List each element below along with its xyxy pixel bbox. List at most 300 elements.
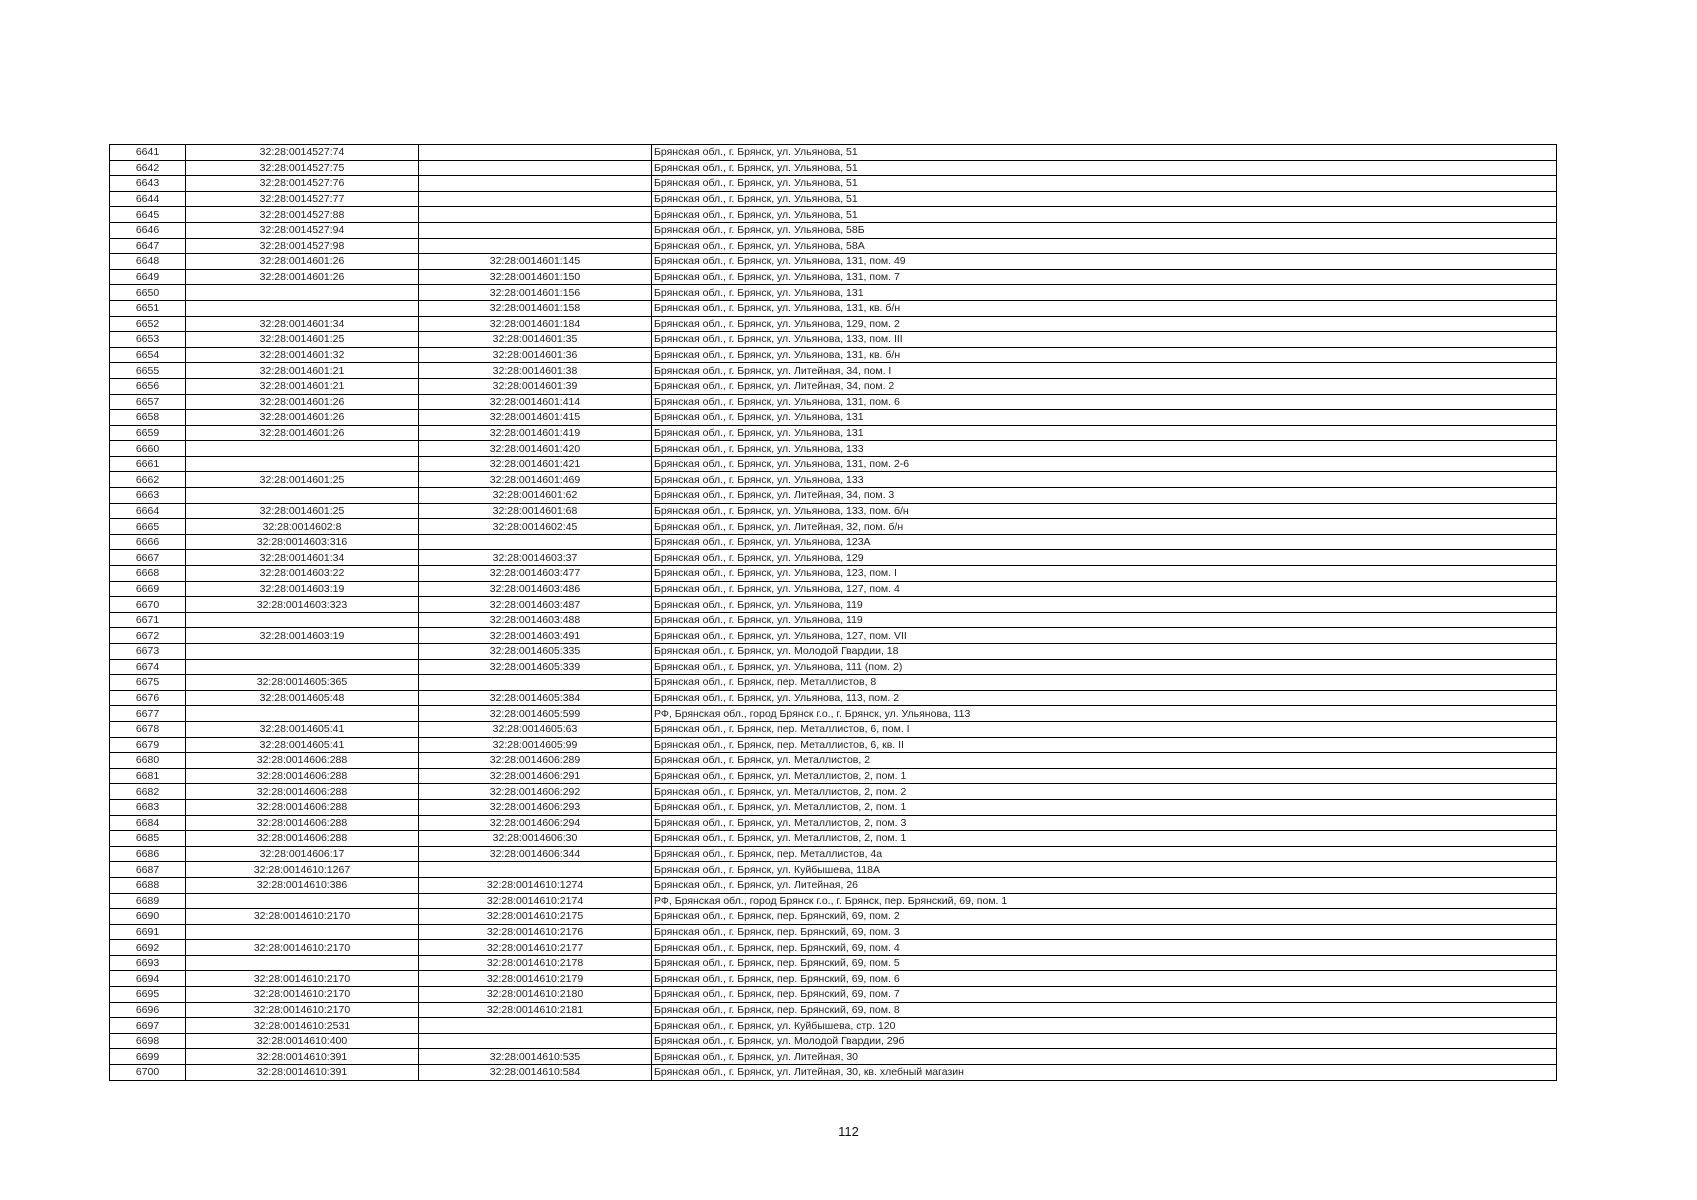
table-row (110, 987, 1557, 1003)
row-number-cell: 6684 (110, 815, 186, 831)
table-row (110, 503, 1557, 519)
address-cell: Брянская обл., г. Брянск, ул. Литейная, 34, пом. 2 (652, 378, 1557, 394)
table-row (110, 628, 1557, 644)
object-cadastral-number-cell: 32:28:0014606:292 (419, 784, 652, 800)
table-row (110, 831, 1557, 847)
object-cadastral-number-cell: 32:28:0014601:36 (419, 347, 652, 363)
object-cadastral-number-cell: 32:28:0014610:584 (419, 1065, 652, 1081)
table-row (110, 238, 1557, 254)
address-cell: Брянская обл., г. Брянск, пер. Брянский, 69, пом. 3 (652, 924, 1557, 940)
address-cell: Брянская обл., г. Брянск, ул. Ульянова, 58А (652, 238, 1557, 254)
table-row (110, 768, 1557, 784)
object-cadastral-number-cell: 32:28:0014602:45 (419, 519, 652, 535)
row-number-cell: 6672 (110, 628, 186, 644)
address-cell: Брянская обл., г. Брянск, ул. Ульянова, 127, пом. VII (652, 628, 1557, 644)
address-cell: Брянская обл., г. Брянск, ул. Ульянова, 131, пом. 49 (652, 254, 1557, 270)
table-row (110, 846, 1557, 862)
object-cadastral-number-cell: 32:28:0014603:37 (419, 550, 652, 566)
address-cell: Брянская обл., г. Брянск, ул. Ульянова, 133, пом. III (652, 332, 1557, 348)
table-row (110, 472, 1557, 488)
object-cadastral-number-cell (419, 160, 652, 176)
address-cell: Брянская обл., г. Брянск, пер. Брянский, 69, пом. 6 (652, 971, 1557, 987)
address-cell: Брянская обл., г. Брянск, ул. Ульянова, 133, пом. б/н (652, 503, 1557, 519)
object-cadastral-number-cell (419, 862, 652, 878)
land-cadastral-number-cell: 32:28:0014603:19 (186, 628, 419, 644)
address-cell: Брянская обл., г. Брянск, ул. Ульянова, 111 (пом. 2) (652, 659, 1557, 675)
land-cadastral-number-cell: 32:28:0014601:34 (186, 550, 419, 566)
row-number-cell: 6662 (110, 472, 186, 488)
land-cadastral-number-cell: 32:28:0014603:316 (186, 534, 419, 550)
object-cadastral-number-cell (419, 1018, 652, 1034)
table-row (110, 145, 1557, 161)
object-cadastral-number-cell: 32:28:0014605:335 (419, 644, 652, 660)
address-cell: Брянская обл., г. Брянск, ул. Ульянова, 131, кв. б/н (652, 347, 1557, 363)
address-cell: Брянская обл., г. Брянск, ул. Литейная, 30 (652, 1049, 1557, 1065)
object-cadastral-number-cell: 32:28:0014601:35 (419, 332, 652, 348)
row-number-cell: 6691 (110, 924, 186, 940)
object-cadastral-number-cell: 32:28:0014601:158 (419, 300, 652, 316)
table-row (110, 254, 1557, 270)
land-cadastral-number-cell: 32:28:0014610:2170 (186, 1002, 419, 1018)
table-row (110, 410, 1557, 426)
address-cell: Брянская обл., г. Брянск, ул. Ульянова, 119 (652, 597, 1557, 613)
land-cadastral-number-cell: 32:28:0014610:400 (186, 1033, 419, 1049)
address-cell: Брянская обл., г. Брянск, ул. Ульянова, 58Б (652, 222, 1557, 238)
land-cadastral-number-cell: 32:28:0014606:288 (186, 753, 419, 769)
row-number-cell: 6667 (110, 550, 186, 566)
object-cadastral-number-cell (419, 176, 652, 192)
object-cadastral-number-cell: 32:28:0014601:420 (419, 441, 652, 457)
land-cadastral-number-cell: 32:28:0014602:8 (186, 519, 419, 535)
row-number-cell: 6698 (110, 1033, 186, 1049)
land-cadastral-number-cell: 32:28:0014610:2170 (186, 971, 419, 987)
object-cadastral-number-cell: 32:28:0014601:145 (419, 254, 652, 270)
row-number-cell: 6660 (110, 441, 186, 457)
land-cadastral-number-cell: 32:28:0014606:288 (186, 784, 419, 800)
row-number-cell: 6654 (110, 347, 186, 363)
address-cell: Брянская обл., г. Брянск, пер. Брянский, 69, пом. 7 (652, 987, 1557, 1003)
table-row (110, 893, 1557, 909)
land-cadastral-number-cell: 32:28:0014527:76 (186, 176, 419, 192)
address-cell: Брянская обл., г. Брянск, ул. Молодой Гвардии, 18 (652, 644, 1557, 660)
table-row (110, 690, 1557, 706)
row-number-cell: 6663 (110, 488, 186, 504)
land-cadastral-number-cell: 32:28:0014603:22 (186, 566, 419, 582)
land-cadastral-number-cell (186, 706, 419, 722)
row-number-cell: 6680 (110, 753, 186, 769)
table-row (110, 566, 1557, 582)
row-number-cell: 6681 (110, 768, 186, 784)
table-row (110, 332, 1557, 348)
land-cadastral-number-cell (186, 456, 419, 472)
row-number-cell: 6656 (110, 378, 186, 394)
object-cadastral-number-cell: 32:28:0014605:599 (419, 706, 652, 722)
row-number-cell: 6649 (110, 269, 186, 285)
object-cadastral-number-cell: 32:28:0014605:384 (419, 690, 652, 706)
object-cadastral-number-cell: 32:28:0014606:294 (419, 815, 652, 831)
table-row (110, 721, 1557, 737)
land-cadastral-number-cell: 32:28:0014606:288 (186, 831, 419, 847)
table-row (110, 378, 1557, 394)
row-number-cell: 6645 (110, 207, 186, 223)
row-number-cell: 6683 (110, 799, 186, 815)
object-cadastral-number-cell: 32:28:0014610:2180 (419, 987, 652, 1003)
land-cadastral-number-cell: 32:28:0014601:25 (186, 503, 419, 519)
object-cadastral-number-cell: 32:28:0014605:339 (419, 659, 652, 675)
object-cadastral-number-cell (419, 207, 652, 223)
table-row (110, 955, 1557, 971)
registry-table-body (110, 145, 1557, 1081)
document-sheet (109, 144, 1557, 1081)
row-number-cell: 6682 (110, 784, 186, 800)
address-cell: Брянская обл., г. Брянск, пер. Металлистов, 6, кв. II (652, 737, 1557, 753)
land-cadastral-number-cell: 32:28:0014606:288 (186, 768, 419, 784)
address-cell: Брянская обл., г. Брянск, ул. Куйбышева, стр. 120 (652, 1018, 1557, 1034)
table-row (110, 737, 1557, 753)
object-cadastral-number-cell: 32:28:0014601:421 (419, 456, 652, 472)
row-number-cell: 6657 (110, 394, 186, 410)
row-number-cell: 6690 (110, 909, 186, 925)
address-cell: Брянская обл., г. Брянск, ул. Ульянова, 51 (652, 145, 1557, 161)
land-cadastral-number-cell: 32:28:0014601:26 (186, 269, 419, 285)
land-cadastral-number-cell: 32:28:0014605:365 (186, 675, 419, 691)
address-cell: Брянская обл., г. Брянск, ул. Металлистов, 2, пом. 1 (652, 831, 1557, 847)
land-cadastral-number-cell: 32:28:0014527:98 (186, 238, 419, 254)
row-number-cell: 6679 (110, 737, 186, 753)
table-row (110, 534, 1557, 550)
table-row (110, 191, 1557, 207)
row-number-cell: 6652 (110, 316, 186, 332)
object-cadastral-number-cell: 32:28:0014610:2179 (419, 971, 652, 987)
address-cell: Брянская обл., г. Брянск, ул. Ульянова, 51 (652, 176, 1557, 192)
land-cadastral-number-cell (186, 488, 419, 504)
address-cell: РФ, Брянская обл., город Брянск г.о., г. Брянск, пер. Брянский, 69, пом. 1 (652, 893, 1557, 909)
address-cell: Брянская обл., г. Брянск, ул. Ульянова, 123, пом. I (652, 566, 1557, 582)
land-cadastral-number-cell: 32:28:0014606:288 (186, 815, 419, 831)
address-cell: Брянская обл., г. Брянск, ул. Металлистов, 2, пом. 1 (652, 799, 1557, 815)
address-cell: Брянская обл., г. Брянск, пер. Металлистов, 8 (652, 675, 1557, 691)
table-row (110, 269, 1557, 285)
table-row (110, 1033, 1557, 1049)
row-number-cell: 6659 (110, 425, 186, 441)
land-cadastral-number-cell: 32:28:0014601:25 (186, 332, 419, 348)
address-cell: Брянская обл., г. Брянск, ул. Ульянова, 131 (652, 425, 1557, 441)
row-number-cell: 6671 (110, 612, 186, 628)
table-row (110, 862, 1557, 878)
table-row (110, 394, 1557, 410)
address-cell: Брянская обл., г. Брянск, ул. Металлистов, 2, пом. 2 (652, 784, 1557, 800)
table-row (110, 456, 1557, 472)
object-cadastral-number-cell: 32:28:0014610:2176 (419, 924, 652, 940)
table-row (110, 347, 1557, 363)
address-cell: Брянская обл., г. Брянск, ул. Ульянова, 131, кв. б/н (652, 300, 1557, 316)
table-row (110, 675, 1557, 691)
registry-table (109, 144, 1557, 1081)
object-cadastral-number-cell (419, 675, 652, 691)
land-cadastral-number-cell: 32:28:0014527:94 (186, 222, 419, 238)
address-cell: Брянская обл., г. Брянск, ул. Ульянова, 131 (652, 285, 1557, 301)
object-cadastral-number-cell: 32:28:0014603:488 (419, 612, 652, 628)
table-row (110, 425, 1557, 441)
address-cell: Брянская обл., г. Брянск, пер. Брянский, 69, пом. 4 (652, 940, 1557, 956)
land-cadastral-number-cell: 32:28:0014610:2170 (186, 909, 419, 925)
address-cell: Брянская обл., г. Брянск, ул. Ульянова, 131 (652, 410, 1557, 426)
row-number-cell: 6644 (110, 191, 186, 207)
address-cell: Брянская обл., г. Брянск, ул. Металлистов, 2 (652, 753, 1557, 769)
object-cadastral-number-cell: 32:28:0014605:99 (419, 737, 652, 753)
land-cadastral-number-cell: 32:28:0014601:26 (186, 425, 419, 441)
table-row (110, 207, 1557, 223)
object-cadastral-number-cell: 32:28:0014606:30 (419, 831, 652, 847)
row-number-cell: 6643 (110, 176, 186, 192)
table-row (110, 1002, 1557, 1018)
object-cadastral-number-cell: 32:28:0014605:63 (419, 721, 652, 737)
land-cadastral-number-cell (186, 893, 419, 909)
table-row (110, 160, 1557, 176)
table-row (110, 597, 1557, 613)
row-number-cell: 6646 (110, 222, 186, 238)
address-cell: Брянская обл., г. Брянск, ул. Ульянова, 131, пом. 6 (652, 394, 1557, 410)
row-number-cell: 6699 (110, 1049, 186, 1065)
table-row (110, 300, 1557, 316)
land-cadastral-number-cell: 32:28:0014610:391 (186, 1049, 419, 1065)
table-row (110, 659, 1557, 675)
land-cadastral-number-cell: 32:28:0014603:323 (186, 597, 419, 613)
table-row (110, 550, 1557, 566)
row-number-cell: 6651 (110, 300, 186, 316)
row-number-cell: 6676 (110, 690, 186, 706)
object-cadastral-number-cell: 32:28:0014606:344 (419, 846, 652, 862)
table-row (110, 799, 1557, 815)
table-row (110, 815, 1557, 831)
object-cadastral-number-cell: 32:28:0014606:289 (419, 753, 652, 769)
land-cadastral-number-cell (186, 659, 419, 675)
row-number-cell: 6650 (110, 285, 186, 301)
address-cell: Брянская обл., г. Брянск, пер. Брянский, 69, пом. 2 (652, 909, 1557, 925)
row-number-cell: 6655 (110, 363, 186, 379)
object-cadastral-number-cell: 32:28:0014603:491 (419, 628, 652, 644)
address-cell: Брянская обл., г. Брянск, ул. Ульянова, 51 (652, 191, 1557, 207)
table-row (110, 1065, 1557, 1081)
object-cadastral-number-cell: 32:28:0014603:487 (419, 597, 652, 613)
object-cadastral-number-cell: 32:28:0014601:150 (419, 269, 652, 285)
address-cell: Брянская обл., г. Брянск, ул. Литейная, 26 (652, 877, 1557, 893)
land-cadastral-number-cell: 32:28:0014601:26 (186, 254, 419, 270)
row-number-cell: 6641 (110, 145, 186, 161)
object-cadastral-number-cell: 32:28:0014610:2175 (419, 909, 652, 925)
land-cadastral-number-cell: 32:28:0014601:21 (186, 378, 419, 394)
address-cell: Брянская обл., г. Брянск, ул. Ульянова, 131, пом. 2-6 (652, 456, 1557, 472)
object-cadastral-number-cell: 32:28:0014610:2178 (419, 955, 652, 971)
row-number-cell: 6669 (110, 581, 186, 597)
land-cadastral-number-cell: 32:28:0014601:32 (186, 347, 419, 363)
row-number-cell: 6688 (110, 877, 186, 893)
table-row (110, 363, 1557, 379)
object-cadastral-number-cell (419, 238, 652, 254)
row-number-cell: 6664 (110, 503, 186, 519)
row-number-cell: 6665 (110, 519, 186, 535)
row-number-cell: 6685 (110, 831, 186, 847)
land-cadastral-number-cell (186, 612, 419, 628)
land-cadastral-number-cell: 32:28:0014601:21 (186, 363, 419, 379)
object-cadastral-number-cell (419, 534, 652, 550)
table-row (110, 940, 1557, 956)
table-row (110, 706, 1557, 722)
land-cadastral-number-cell: 32:28:0014610:1267 (186, 862, 419, 878)
land-cadastral-number-cell: 32:28:0014610:2531 (186, 1018, 419, 1034)
row-number-cell: 6653 (110, 332, 186, 348)
land-cadastral-number-cell: 32:28:0014610:2170 (186, 940, 419, 956)
object-cadastral-number-cell (419, 145, 652, 161)
object-cadastral-number-cell: 32:28:0014610:535 (419, 1049, 652, 1065)
address-cell: Брянская обл., г. Брянск, пер. Металлистов, 4а (652, 846, 1557, 862)
row-number-cell: 6674 (110, 659, 186, 675)
address-cell: Брянская обл., г. Брянск, ул. Ульянова, 131, пом. 7 (652, 269, 1557, 285)
row-number-cell: 6673 (110, 644, 186, 660)
object-cadastral-number-cell (419, 222, 652, 238)
land-cadastral-number-cell: 32:28:0014610:391 (186, 1065, 419, 1081)
table-row (110, 753, 1557, 769)
object-cadastral-number-cell: 32:28:0014610:2174 (419, 893, 652, 909)
land-cadastral-number-cell: 32:28:0014527:75 (186, 160, 419, 176)
table-row (110, 644, 1557, 660)
row-number-cell: 6686 (110, 846, 186, 862)
land-cadastral-number-cell: 32:28:0014601:34 (186, 316, 419, 332)
object-cadastral-number-cell: 32:28:0014601:469 (419, 472, 652, 488)
object-cadastral-number-cell: 32:28:0014606:293 (419, 799, 652, 815)
address-cell: Брянская обл., г. Брянск, ул. Металлистов, 2, пом. 1 (652, 768, 1557, 784)
address-cell: Брянская обл., г. Брянск, ул. Металлистов, 2, пом. 3 (652, 815, 1557, 831)
row-number-cell: 6647 (110, 238, 186, 254)
object-cadastral-number-cell: 32:28:0014603:477 (419, 566, 652, 582)
land-cadastral-number-cell: 32:28:0014605:48 (186, 690, 419, 706)
land-cadastral-number-cell (186, 300, 419, 316)
row-number-cell: 6675 (110, 675, 186, 691)
address-cell: Брянская обл., г. Брянск, ул. Литейная, 34, пом. 3 (652, 488, 1557, 504)
object-cadastral-number-cell (419, 191, 652, 207)
land-cadastral-number-cell: 32:28:0014527:74 (186, 145, 419, 161)
table-row (110, 1049, 1557, 1065)
land-cadastral-number-cell: 32:28:0014527:77 (186, 191, 419, 207)
table-row (110, 488, 1557, 504)
row-number-cell: 6694 (110, 971, 186, 987)
row-number-cell: 6697 (110, 1018, 186, 1034)
address-cell: Брянская обл., г. Брянск, ул. Ульянова, 127, пом. 4 (652, 581, 1557, 597)
table-row (110, 222, 1557, 238)
object-cadastral-number-cell: 32:28:0014601:419 (419, 425, 652, 441)
land-cadastral-number-cell: 32:28:0014601:25 (186, 472, 419, 488)
row-number-cell: 6668 (110, 566, 186, 582)
row-number-cell: 6661 (110, 456, 186, 472)
address-cell: Брянская обл., г. Брянск, ул. Ульянова, 129, пом. 2 (652, 316, 1557, 332)
object-cadastral-number-cell: 32:28:0014601:38 (419, 363, 652, 379)
object-cadastral-number-cell: 32:28:0014610:1274 (419, 877, 652, 893)
row-number-cell: 6696 (110, 1002, 186, 1018)
row-number-cell: 6689 (110, 893, 186, 909)
object-cadastral-number-cell: 32:28:0014601:184 (419, 316, 652, 332)
row-number-cell: 6658 (110, 410, 186, 426)
address-cell: Брянская обл., г. Брянск, ул. Ульянова, 133 (652, 472, 1557, 488)
table-row (110, 519, 1557, 535)
address-cell: Брянская обл., г. Брянск, пер. Брянский, 69, пом. 5 (652, 955, 1557, 971)
address-cell: Брянская обл., г. Брянск, ул. Ульянова, 51 (652, 207, 1557, 223)
address-cell: Брянская обл., г. Брянск, ул. Ульянова, 123А (652, 534, 1557, 550)
row-number-cell: 6700 (110, 1065, 186, 1081)
address-cell: Брянская обл., г. Брянск, пер. Брянский, 69, пом. 8 (652, 1002, 1557, 1018)
row-number-cell: 6692 (110, 940, 186, 956)
object-cadastral-number-cell: 32:28:0014610:2177 (419, 940, 652, 956)
address-cell: РФ, Брянская обл., город Брянск г.о., г. Брянск, ул. Ульянова, 113 (652, 706, 1557, 722)
object-cadastral-number-cell: 32:28:0014601:68 (419, 503, 652, 519)
page-number: 112 (838, 1124, 859, 1139)
land-cadastral-number-cell: 32:28:0014603:19 (186, 581, 419, 597)
row-number-cell: 6678 (110, 721, 186, 737)
object-cadastral-number-cell: 32:28:0014601:39 (419, 378, 652, 394)
row-number-cell: 6648 (110, 254, 186, 270)
address-cell: Брянская обл., г. Брянск, пер. Металлистов, 6, пом. I (652, 721, 1557, 737)
land-cadastral-number-cell (186, 285, 419, 301)
address-cell: Брянская обл., г. Брянск, ул. Литейная, 34, пом. I (652, 363, 1557, 379)
row-number-cell: 6670 (110, 597, 186, 613)
address-cell: Брянская обл., г. Брянск, ул. Ульянова, 119 (652, 612, 1557, 628)
address-cell: Брянская обл., г. Брянск, ул. Ульянова, 133 (652, 441, 1557, 457)
land-cadastral-number-cell (186, 955, 419, 971)
land-cadastral-number-cell: 32:28:0014527:88 (186, 207, 419, 223)
table-row (110, 285, 1557, 301)
object-cadastral-number-cell: 32:28:0014603:486 (419, 581, 652, 597)
land-cadastral-number-cell: 32:28:0014605:41 (186, 721, 419, 737)
address-cell: Брянская обл., г. Брянск, ул. Ульянова, 113, пом. 2 (652, 690, 1557, 706)
table-row (110, 909, 1557, 925)
object-cadastral-number-cell: 32:28:0014601:414 (419, 394, 652, 410)
land-cadastral-number-cell: 32:28:0014601:26 (186, 410, 419, 426)
land-cadastral-number-cell: 32:28:0014601:26 (186, 394, 419, 410)
table-row (110, 441, 1557, 457)
land-cadastral-number-cell (186, 924, 419, 940)
row-number-cell: 6677 (110, 706, 186, 722)
land-cadastral-number-cell: 32:28:0014605:41 (186, 737, 419, 753)
object-cadastral-number-cell: 32:28:0014610:2181 (419, 1002, 652, 1018)
land-cadastral-number-cell: 32:28:0014606:17 (186, 846, 419, 862)
row-number-cell: 6687 (110, 862, 186, 878)
address-cell: Брянская обл., г. Брянск, ул. Ульянова, 51 (652, 160, 1557, 176)
table-row (110, 877, 1557, 893)
object-cadastral-number-cell: 32:28:0014601:415 (419, 410, 652, 426)
address-cell: Брянская обл., г. Брянск, ул. Литейная, 32, пом. б/н (652, 519, 1557, 535)
land-cadastral-number-cell: 32:28:0014610:2170 (186, 987, 419, 1003)
land-cadastral-number-cell (186, 441, 419, 457)
table-row (110, 971, 1557, 987)
table-row (110, 924, 1557, 940)
row-number-cell: 6695 (110, 987, 186, 1003)
object-cadastral-number-cell: 32:28:0014606:291 (419, 768, 652, 784)
land-cadastral-number-cell: 32:28:0014606:288 (186, 799, 419, 815)
address-cell: Брянская обл., г. Брянск, ул. Куйбышева, 118А (652, 862, 1557, 878)
land-cadastral-number-cell (186, 644, 419, 660)
address-cell: Брянская обл., г. Брянск, ул. Литейная, 30, кв. хлебный магазин (652, 1065, 1557, 1081)
land-cadastral-number-cell: 32:28:0014610:386 (186, 877, 419, 893)
table-row (110, 176, 1557, 192)
address-cell: Брянская обл., г. Брянск, ул. Ульянова, 129 (652, 550, 1557, 566)
table-row (110, 316, 1557, 332)
row-number-cell: 6642 (110, 160, 186, 176)
row-number-cell: 6693 (110, 955, 186, 971)
address-cell: Брянская обл., г. Брянск, ул. Молодой Гвардии, 29б (652, 1033, 1557, 1049)
table-row (110, 581, 1557, 597)
object-cadastral-number-cell: 32:28:0014601:62 (419, 488, 652, 504)
object-cadastral-number-cell: 32:28:0014601:156 (419, 285, 652, 301)
table-row (110, 1018, 1557, 1034)
